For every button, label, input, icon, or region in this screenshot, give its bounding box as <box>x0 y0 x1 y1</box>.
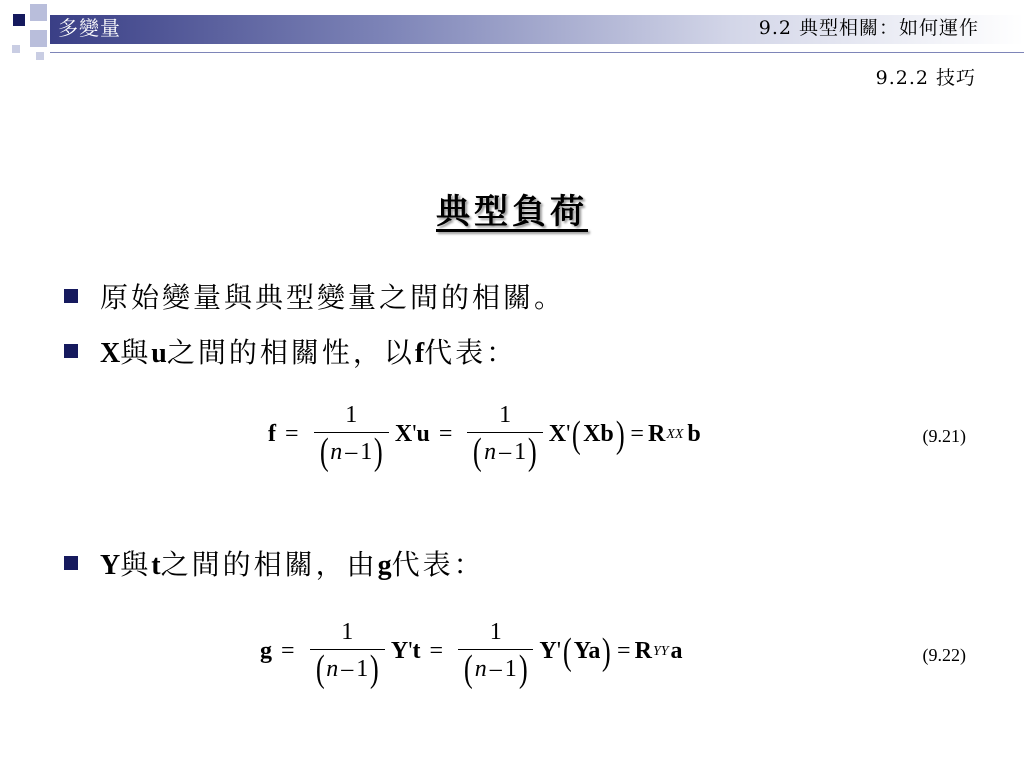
eq-fraction <box>467 400 542 473</box>
equation-number: (9.22) <box>922 645 966 665</box>
header-decor-square <box>13 14 25 26</box>
bullet-connector: 之間的相關性，以 <box>166 336 415 369</box>
eq-fraction <box>314 400 389 473</box>
eq-term: X <box>394 421 413 447</box>
bullet-item <box>64 276 565 316</box>
bullet-text: 原始變量與典型變量之間的相關。 <box>100 281 566 314</box>
eq-equals: = <box>281 638 295 664</box>
equation-9-22: g = 1 ( n – 1 ) Y ' t = 1 ( n – 1 ) Y ' ( Ya ) = R YY a <box>260 619 683 690</box>
slide-title: 典型負荷 <box>436 192 588 232</box>
bullet-square-icon <box>64 556 78 570</box>
header-decor-square <box>30 30 47 47</box>
bullet-connector: 代表： <box>424 336 518 369</box>
eq-equals: = <box>285 421 299 447</box>
equation-9-21: f = 1 ( n – 1 ) X ' u = 1 ( n – 1 ) X ' ( Xb ) = R XX b <box>268 402 701 473</box>
fraction-denominator: ( n – 1 ) <box>314 432 389 469</box>
eq-fraction <box>310 617 385 690</box>
eq-equals: = <box>617 638 631 664</box>
variable-u: u <box>151 338 167 369</box>
variable-t: t <box>151 550 161 581</box>
variable-y: Y <box>100 550 121 581</box>
header-decor-square <box>36 52 44 60</box>
equation-number: (9.21) <box>922 426 966 446</box>
bullet-item <box>64 543 485 583</box>
header-decor-square <box>30 4 47 21</box>
eq-rhs: R <box>647 421 666 447</box>
eq-fraction <box>458 617 533 690</box>
bullet-text <box>100 331 517 371</box>
fraction-denominator: ( n – 1 ) <box>310 649 385 686</box>
bullet-connector: 代表： <box>391 548 485 581</box>
fraction-numerator: 1 <box>499 402 512 428</box>
eq-equals: = <box>438 421 453 447</box>
bullet-connector: 與 <box>120 548 152 581</box>
header-decor-square <box>12 45 20 53</box>
variable-g: g <box>377 550 392 581</box>
eq-term: Y <box>390 638 409 664</box>
eq-equals: = <box>630 421 644 447</box>
eq-rhs: R <box>634 638 652 664</box>
eq-lhs: g <box>260 638 272 664</box>
bullet-connector: 與 <box>120 336 152 369</box>
eq-lhs: f <box>268 421 276 447</box>
eq-term: Y <box>539 638 557 664</box>
section-title: 9.2 典型相關：如何運作 <box>758 17 979 39</box>
eq-subscript: XX <box>666 426 684 442</box>
bullet-connector: 之間的相關，由 <box>160 548 378 581</box>
fraction-numerator: 1 <box>345 402 358 428</box>
variable-f: f <box>414 338 425 369</box>
header-rule <box>50 52 1024 53</box>
bullet-text <box>100 543 485 583</box>
bullet-square-icon <box>64 289 78 303</box>
fraction-numerator: 1 <box>489 619 502 645</box>
course-title: 多變量 <box>58 16 121 40</box>
variable-x: X <box>100 338 121 369</box>
eq-subscript: YY <box>652 643 669 659</box>
fraction-denominator: ( n – 1 ) <box>467 432 542 469</box>
fraction-numerator: 1 <box>341 619 354 645</box>
eq-equals: = <box>429 638 444 664</box>
fraction-denominator: ( n – 1 ) <box>458 649 533 686</box>
bullet-item <box>64 331 517 371</box>
bullet-square-icon <box>64 344 78 358</box>
eq-term: X <box>548 421 567 447</box>
subsection-title: 9.2.2 技巧 <box>875 67 976 89</box>
